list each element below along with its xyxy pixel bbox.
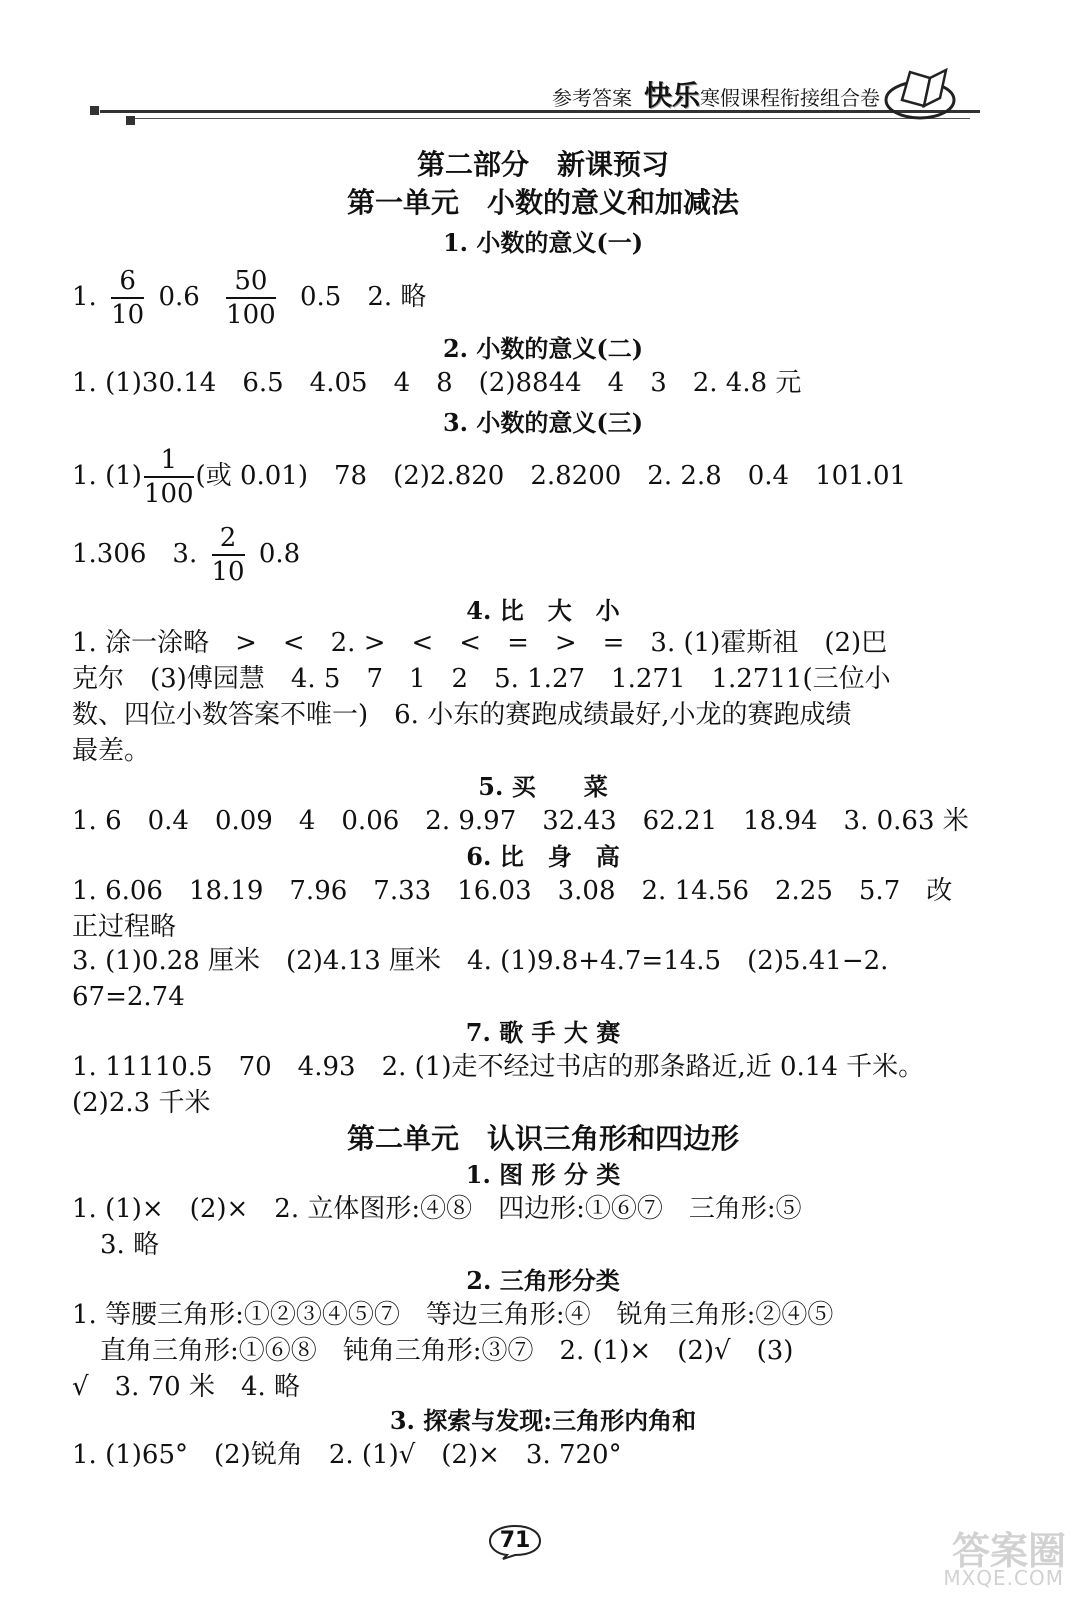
answer-line: 1. 6.06 18.19 7.96 7.33 16.03 3.08 2. 14.56 2.25 5.7 改 (72, 876, 953, 906)
fraction-denominator: 100 (143, 479, 194, 509)
fraction-numerator: 6 (111, 265, 144, 299)
answer-line: 1. 6 0.4 0.09 4 0.06 2. 9.97 32.43 62.21 18.94 3. 0.63 米 (72, 806, 969, 836)
answer-line (72, 518, 1026, 590)
answer-text: 0.6 (158, 282, 200, 312)
page-number: 71 (499, 1528, 531, 1553)
section-title: 1. 小数的意义(一) (442, 228, 644, 257)
answer-text: 0.8 (258, 539, 301, 569)
watermark-url: MXQE.COM (943, 1566, 1064, 1590)
answer-line: 1. (1)65° (2)锐角 2. (1)√ (2)× 3. 720° (72, 1440, 622, 1470)
watermark-logo: 答案圈 (951, 1529, 1066, 1573)
unit1-title: 第一单元 小数的意义和加减法 (346, 186, 739, 219)
section-title: 7. 歌 手 大 赛 (465, 1018, 621, 1047)
section-title: 3. 小数的意义(三) (442, 408, 644, 437)
part-title: 第二部分 新课预习 (416, 148, 669, 181)
answer-line: 直角三角形:①⑥⑧ 钝角三角形:③⑦ 2. (1)× (2)√ (3) (100, 1336, 794, 1366)
section-title: 5. 买 菜 (478, 772, 608, 801)
fraction (226, 265, 276, 331)
unit2-title: 第二单元 认识三角形和四边形 (346, 1122, 739, 1155)
fraction-denominator: 10 (211, 557, 245, 587)
header-answer-label: 参考答案 (551, 86, 632, 110)
section-title: 3. 探索与发现:三角形内角和 (389, 1406, 697, 1435)
answer-text: 1.306 3. (72, 539, 198, 569)
answer-line: 1. (1)× (2)× 2. 立体图形:④⑧ 四边形:①⑥⑦ 三角形:⑤ (72, 1194, 802, 1224)
answer-line: 1. 等腰三角形:①②③④⑤⑦ 等边三角形:④ 锐角三角形:②④⑤ (72, 1300, 834, 1330)
answer-line: 3. (1)0.28 厘米 (2)4.13 厘米 4. (1)9.8+4.7=14.5 (2)5.41−2. (72, 946, 889, 976)
section-title: 4. 比 大 小 (466, 596, 620, 625)
section-title: 2. 小数的意义(二) (442, 334, 644, 363)
answer-text: 1. (72, 282, 97, 312)
header-brand: 快乐 (643, 79, 700, 112)
section-title: 6. 比 身 高 (466, 842, 620, 871)
answer-text: 1. (1) (72, 461, 142, 491)
fraction-numerator: 50 (226, 265, 276, 299)
answer-text: (或 0.01) 78 (2)2.820 2.8200 2. 2.8 0.4 101.01 (195, 461, 907, 491)
answer-line: 克尔 (3)傅园慧 4. 5 7 1 2 5. 1.27 1.271 1.2711(三位小 (72, 664, 891, 694)
fraction-numerator: 2 (212, 522, 245, 556)
answer-line: 正过程略 (72, 912, 177, 942)
answer-line: √ 3. 70 米 4. 略 (72, 1372, 301, 1402)
answer-line: 数、四位小数答案不唯一) 6. 小东的赛跑成绩最好,小龙的赛跑成绩 (72, 700, 852, 730)
answer-line: 最差。 (72, 736, 151, 766)
header-series: 寒假课程衔接组合卷 (700, 86, 880, 110)
answer-line: 1. 涂一涂略 > < 2. > < < = > = 3. (1)霍斯祖 (2)巴 (72, 628, 888, 658)
answer-line: 3. 略 (100, 1230, 160, 1260)
answer-text: 0.5 2. 略 (299, 282, 427, 312)
answer-line: (2)2.3 千米 (72, 1088, 211, 1118)
answer-line (72, 262, 1026, 332)
fraction-denominator: 10 (111, 300, 145, 330)
answer-line: 1. 11110.5 70 4.93 2. (1)走不经过书店的那条路近,近 0.14 千米。 (72, 1052, 925, 1082)
answer-line: 67=2.74 (72, 982, 185, 1012)
answer-line: 1. (1)30.14 6.5 4.05 4 8 (2)8844 4 3 2. 4.8 元 (72, 368, 802, 398)
fraction-numerator: 1 (144, 444, 194, 478)
fraction (111, 265, 144, 331)
fraction (212, 522, 245, 588)
section-title: 1. 图 形 分 类 (465, 1160, 621, 1189)
fraction (144, 444, 194, 510)
answer-line (72, 440, 1026, 512)
fraction-denominator: 100 (226, 300, 276, 330)
section-title: 2. 三角形分类 (466, 1266, 620, 1295)
